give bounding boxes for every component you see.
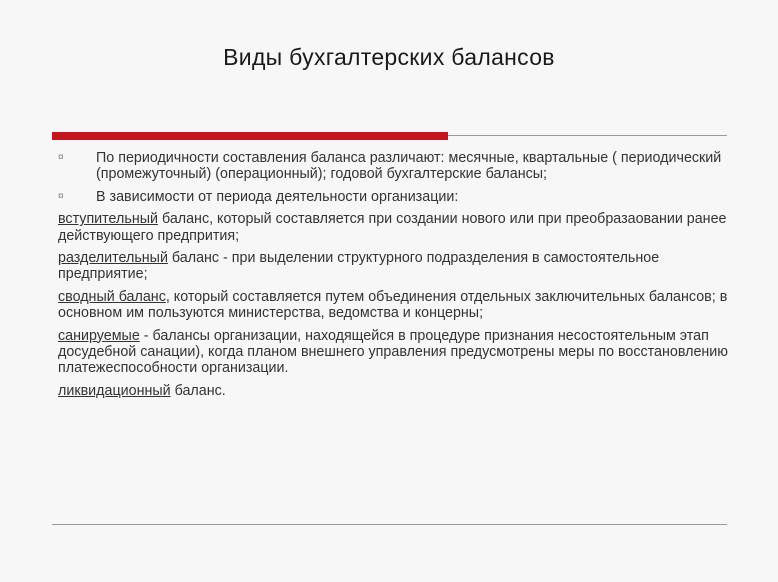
term-label: ликвидационный [58,382,171,399]
paragraph-sanation-balance [58,328,730,377]
paragraph-text: баланс. [170,382,226,399]
bullet-periodicity [58,150,730,183]
paragraph-text: баланс, который составляется при создании нового или при преобразаовании ранее действующего предпрития; [58,211,727,244]
bullet-marker-icon: ¤ [58,190,64,202]
slide-title: Виды бухгалтерских балансов [223,44,555,70]
term-label: сводный баланс [58,288,166,305]
slide-body [58,150,730,399]
term-label: разделительный [58,250,168,267]
paragraph-entry-balance [58,211,730,244]
paragraph-text: - балансы организации, находящейся в процедуре признания несостоятельным этап досудебной санации), когда планом внешнего управления предусмотрены меры по восстановлению платежеспособности организации. [58,327,729,377]
bullet-marker-icon: ¤ [58,152,64,163]
bullet-text: В зависимости от периода деятельности организации: [96,188,459,205]
bottom-divider-line [52,524,727,525]
term-label: вступительный [58,211,158,228]
term-label: санируемые [58,327,140,344]
title-divider-line [448,135,727,136]
paragraph-separating-balance [58,250,730,283]
paragraph-consolidated-balance [58,289,730,322]
paragraph-text: , который составляется путем объединения отдельных заключительных балансов; в основном им пользуются министерства, ведомства и концерны; [58,288,728,322]
paragraph-text: баланс - при выделении структурного подразделения в самостоятельное предприятие; [58,250,660,283]
paragraph-liquidation-balance [58,383,730,399]
red-accent-bar [52,132,448,140]
bullet-activity-period [58,189,730,205]
bullet-text: По периодичности составления баланса различают: месячные, квартальные ( периодический (промежуточный) (операционный); годовой бухгалтерские балансы; [96,150,722,183]
